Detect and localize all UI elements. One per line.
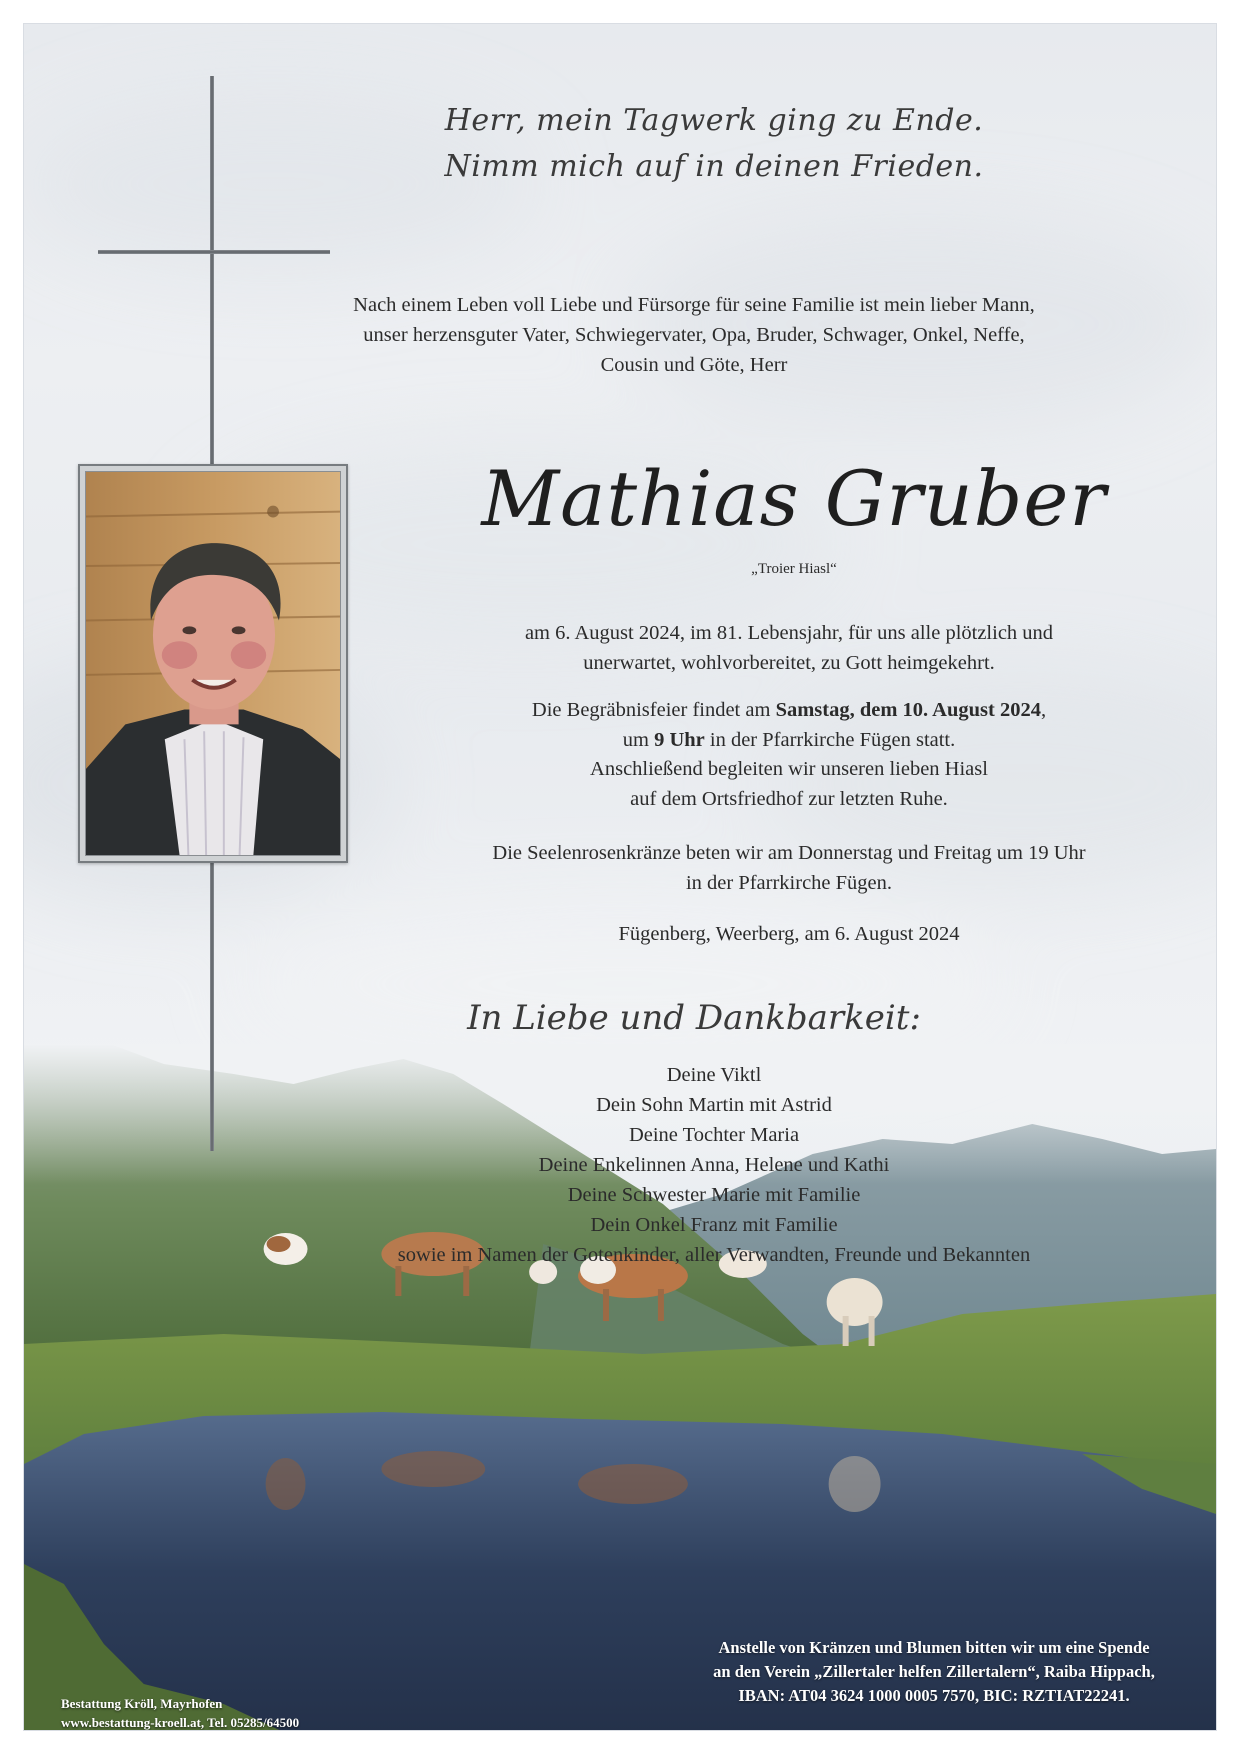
- mourner-item: sowie im Namen der Gotenkinder, aller Verwandten, Freunde und Bekannten: [397, 1244, 1031, 1266]
- portrait-photo: [85, 471, 341, 856]
- place-date: Fügenberg, Weerberg, am 6. August 2024: [618, 923, 960, 945]
- donation-line: Anstelle von Kränzen und Blumen bitten wir um eine Spende: [718, 1638, 1150, 1657]
- funeral-text: Die Begräbnisfeier findet am: [531, 699, 776, 721]
- funeral-text: um: [622, 728, 655, 751]
- intro-text: [264, 290, 1124, 380]
- undertaker-contact: www.bestattung-kroell.at, Tel. 05285/64500: [61, 1715, 300, 1730]
- death-line: am 6. August 2024, im 81. Lebensjahr, für uns alle plötzlich und: [524, 622, 1054, 644]
- funeral-details: [414, 696, 1164, 814]
- mourner-item: Deine Tochter Maria: [628, 1124, 800, 1146]
- funeral-text: in der Pfarrkirche Fügen statt.: [704, 728, 956, 751]
- death-line: unerwartet, wohlvorbereitet, zu Gott heimgekehrt.: [583, 651, 995, 674]
- cross-horizontal-bar: [98, 250, 330, 254]
- intro-line: Cousin und Göte, Herr: [600, 354, 788, 376]
- mourner-item: Dein Onkel Franz mit Familie: [590, 1214, 838, 1236]
- funeral-time: 9 Uhr: [654, 728, 705, 751]
- intro-line: Nach einem Leben voll Liebe und Fürsorge für seine Familie ist mein lieber Mann,: [353, 294, 1035, 316]
- funeral-text: ,: [1040, 699, 1047, 721]
- portrait-frame: [78, 464, 348, 863]
- funeral-date: Samstag, dem 10. August 2024: [775, 699, 1041, 721]
- obituary-card: [23, 23, 1217, 1731]
- mourners-list: [324, 1060, 1104, 1270]
- mourner-item: Deine Enkelinnen Anna, Helene und Kathi: [538, 1154, 890, 1176]
- donation-line: IBAN: AT04 3624 1000 0005 7570, BIC: RZTIAT22241.: [738, 1686, 1130, 1705]
- funeral-line-3: Anschließend begleiten wir unseren lieben Hiasl: [590, 758, 988, 780]
- donation-note: [664, 1636, 1204, 1708]
- mourner-item: Deine Schwester Marie mit Familie: [567, 1184, 861, 1206]
- thanks-heading: In Liebe und Dankbarkeit:: [467, 998, 921, 1038]
- rosary-notice: [414, 839, 1164, 898]
- motto-line-1: Herr, mein Tagwerk ging zu Ende.: [444, 103, 984, 138]
- intro-line: unser herzensguter Vater, Schwiegervater, Opa, Bruder, Schwager, Onkel, Neffe,: [363, 324, 1025, 346]
- funeral-line-4: auf dem Ortsfriedhof zur letzten Ruhe.: [630, 787, 948, 810]
- donation-line: an den Verein „Zillertaler helfen Zillertalern“, Raiba Hippach,: [713, 1662, 1155, 1681]
- death-notice: [414, 619, 1164, 678]
- undertaker-name: Bestattung Kröll, Mayrhofen: [61, 1696, 223, 1711]
- funeral-line-2: [414, 726, 1164, 756]
- motto-line-2: Nimm mich auf in deinen Frieden.: [444, 149, 984, 184]
- rosary-line: Die Seelenrosenkränze beten wir am Donnerstag und Freitag um 19 Uhr: [492, 842, 1086, 864]
- mourner-item: Dein Sohn Martin mit Astrid: [596, 1094, 832, 1116]
- deceased-name: Mathias Gruber: [481, 454, 1107, 543]
- deceased-nickname: „Troier Hiasl“: [751, 561, 837, 577]
- rosary-line: in der Pfarrkirche Fügen.: [685, 871, 893, 894]
- undertaker-info: [61, 1694, 299, 1731]
- funeral-line-1: [414, 696, 1164, 726]
- mourner-item: Deine Viktl: [666, 1064, 762, 1086]
